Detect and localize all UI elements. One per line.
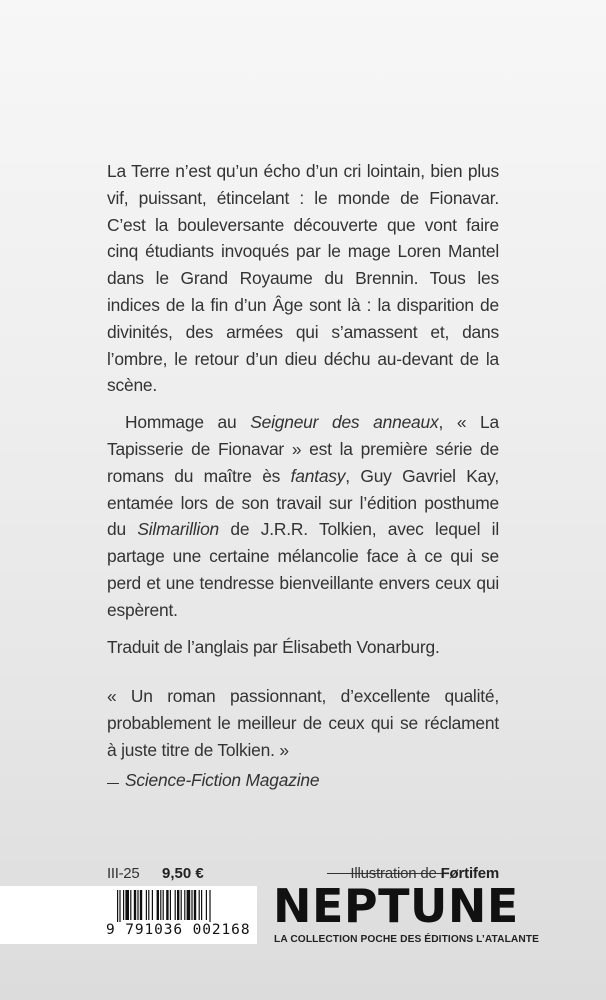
homage-paragraph: [107, 409, 499, 623]
review-source-name: Science-Fiction Magazine: [125, 769, 320, 790]
barcode-bar: [184, 890, 185, 920]
barcode-bar: [201, 890, 202, 920]
collection-tagline: LA COLLECTION POCHE DES ÉDITIONS L’ATALANTE: [274, 934, 540, 945]
homage-title-silmarillion: Silmarillion: [137, 519, 220, 540]
barcode-bar: [152, 890, 153, 920]
barcode-bar: [125, 890, 129, 920]
barcode-bar: [123, 890, 124, 920]
barcode-bar: [134, 890, 136, 920]
barcode-bar: [160, 890, 161, 920]
barcode-bar: [175, 890, 176, 920]
barcode-bar: [194, 890, 196, 920]
homage-title-seigneur: Seigneur des anneaux: [250, 412, 439, 433]
barcode-box: [0, 886, 257, 944]
barcode-bar: [191, 890, 192, 920]
homage-text-3: , Guy Gavriel Kay, entamée lors de son travail sur l’édition posthume du: [107, 465, 499, 540]
barcode-bar: [170, 890, 171, 920]
barcode-bar: [130, 890, 131, 920]
publisher-brand: [273, 879, 540, 950]
blurb: [107, 158, 499, 794]
review-quote: « Un roman passionnant, d’excellente qualité, probablement le meilleur de ceux qui se réclament à juste titre de Tolkien. »: [107, 686, 499, 760]
homage-text-1: Hommage au: [125, 412, 251, 433]
price: 9,50 €: [162, 865, 204, 882]
illustrator-name: Førtifem: [440, 865, 499, 882]
homage-genre-fantasy: fantasy: [290, 465, 346, 486]
barcode-bar: [177, 890, 179, 920]
barcode-bar: [187, 890, 191, 920]
illustration-prefix: Illustration de: [350, 865, 437, 882]
barcode-bar: [163, 890, 164, 920]
barcode-bar: [157, 890, 159, 920]
neptune-logo: NEPTUNE: [273, 879, 519, 933]
barcode-bar: [140, 890, 142, 920]
barcode-bar: [148, 890, 149, 920]
barcode-bar: [166, 890, 168, 920]
homage-text-4: de J.R.R. Tolkien, avec lequel il partage une certaine mélancolie face à ce qui se perd et une tendresse bienveillante envers ceux qui espèrent.: [107, 519, 499, 620]
barcode-bar: [137, 890, 138, 920]
catalog-code: III-25: [107, 865, 140, 882]
barcode-bar: [206, 890, 207, 920]
barcode-bar: [199, 890, 200, 920]
isbn-digits: 9 791036 002168: [106, 922, 251, 938]
homage-text-2: , « La Tapisserie de Fionavar » est la première série de romans du maître ès: [107, 412, 499, 486]
review-source: [107, 767, 499, 794]
synopsis-paragraph: La Terre n’est qu’un écho d’un cri lointain, bien plus vif, puissant, étincelant : le monde de Fionavar. C’est la bouleversante découverte que vont faire cinq étudiants invoqués par le mage Loren Mantel dans le Grand Royaume du Brennin. Tous les indices de la fin d’un Âge sont là : la disparition de divinités, des armées qui s’amassent et, dans l’ombre, le retour d’un dieu déchu au-devant de la scène.: [107, 161, 499, 396]
dash-icon: [107, 783, 119, 784]
translator-credit: Traduit de l’anglais par Élisabeth Vonarburg.: [107, 636, 440, 657]
barcode-bar: [181, 890, 182, 920]
barcode-bar: [146, 890, 147, 920]
